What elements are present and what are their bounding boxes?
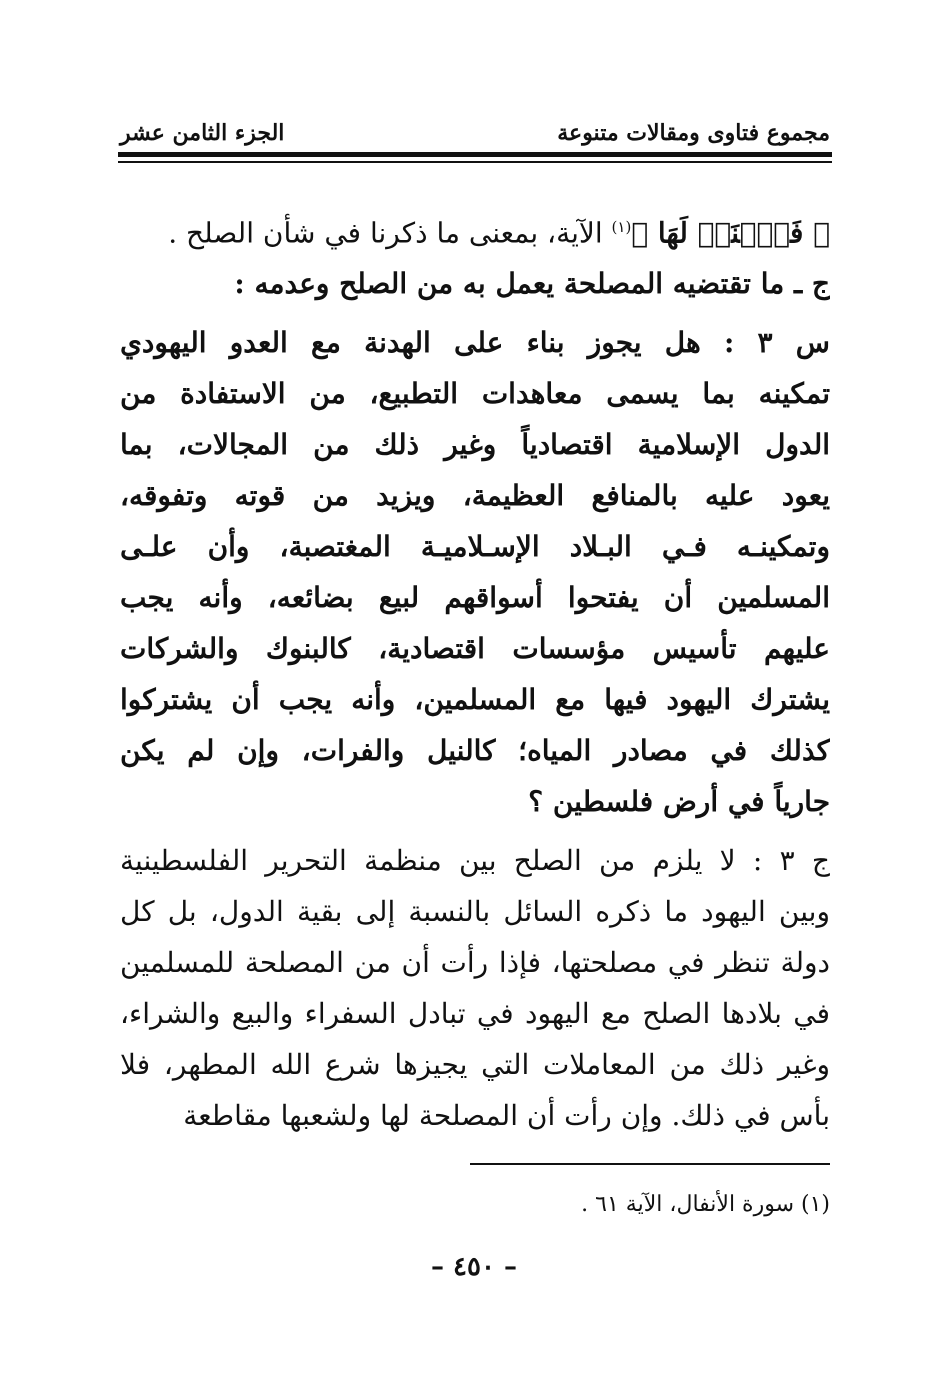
verse-explanation: الآية، بمعنى ما ذكرنا في شأن الصلح .	[168, 216, 603, 250]
quran-quote: ﴿ فَٱجۡنَحۡ لَهَا ﴾	[631, 216, 830, 250]
footnote: (١) سورة الأنفال، الآية ٦١ .	[581, 1192, 830, 1217]
section-heading: ج ـ ما تقتضيه المصلحة يعمل به من الصلح وعدمه :	[234, 267, 830, 301]
answer-line: وغير ذلك من المعاملات التي يجيزها شرع الله المطهر، فلا	[120, 1048, 830, 1082]
question-line: يعود عليه بالمنافع العظيمة، ويزيد من قوته وتفوقه،	[120, 479, 830, 513]
question-line: الدول الإسلامية اقتصادياً وغير ذلك من المجالات، بما	[120, 428, 830, 462]
question-block	[120, 317, 830, 827]
question-line: تمكينه بما يسمى معاهدات التطبيع، من الاستفادة من	[120, 377, 830, 411]
footnote-ref: (١)	[611, 218, 632, 236]
header-rule-thick	[118, 152, 832, 157]
answer-line: بأس في ذلك. وإن رأت أن المصلحة لها ولشعبها مقاطعة	[183, 1099, 830, 1133]
page-number: – ٤٥٠ –	[430, 1252, 518, 1282]
question-line: كذلك في مصادر المياه؛ كالنيل والفرات، وإن لم يكن	[120, 734, 830, 768]
answer-line: في بلادها الصلح مع اليهود في تبادل السفراء والبيع والشراء،	[120, 997, 830, 1031]
footnote-rule	[470, 1163, 830, 1165]
header-volume-title: الجزء الثامن عشر	[120, 120, 285, 146]
answer-block	[120, 835, 830, 1141]
question-line: المسلمين أن يفتحوا أسواقهم لبيع بضائعه، وأنه يجب	[120, 581, 830, 615]
answer-line: دولة تنظر في مصلحتها، فإذا رأت أن من المصلحة للمسلمين	[120, 946, 830, 980]
main-text	[120, 202, 830, 1141]
question-line: وتمكينـه فـي البـلاد الإسـلاميـة المغتصبة، وأن علـى	[120, 530, 830, 564]
header-rule-thin	[118, 161, 832, 163]
question-line: يشترك اليهود فيها مع المسلمين، وأنه يجب أن يشتركوا	[120, 683, 830, 717]
answer-line: ج ٣ : لا يلزم من الصلح بين منظمة التحرير الفلسطينية	[120, 844, 830, 878]
question-line: عليهم تأسيس مؤسسات اقتصادية، كالبنوك والشركات	[120, 632, 830, 666]
answer-line: وبين اليهود ما ذكره السائل بالنسبة إلى بقية الدول، بل كل	[120, 895, 830, 929]
verse-continuation-line	[120, 202, 830, 258]
header-book-title: مجموع فتاوى ومقالات متنوعة	[557, 120, 830, 146]
running-header	[120, 120, 830, 152]
question-line: جارياً في أرض فلسطين ؟	[528, 785, 830, 819]
question-line: س ٣ : هل يجوز بناء على الهدنة مع العدو اليهودي	[120, 326, 830, 360]
